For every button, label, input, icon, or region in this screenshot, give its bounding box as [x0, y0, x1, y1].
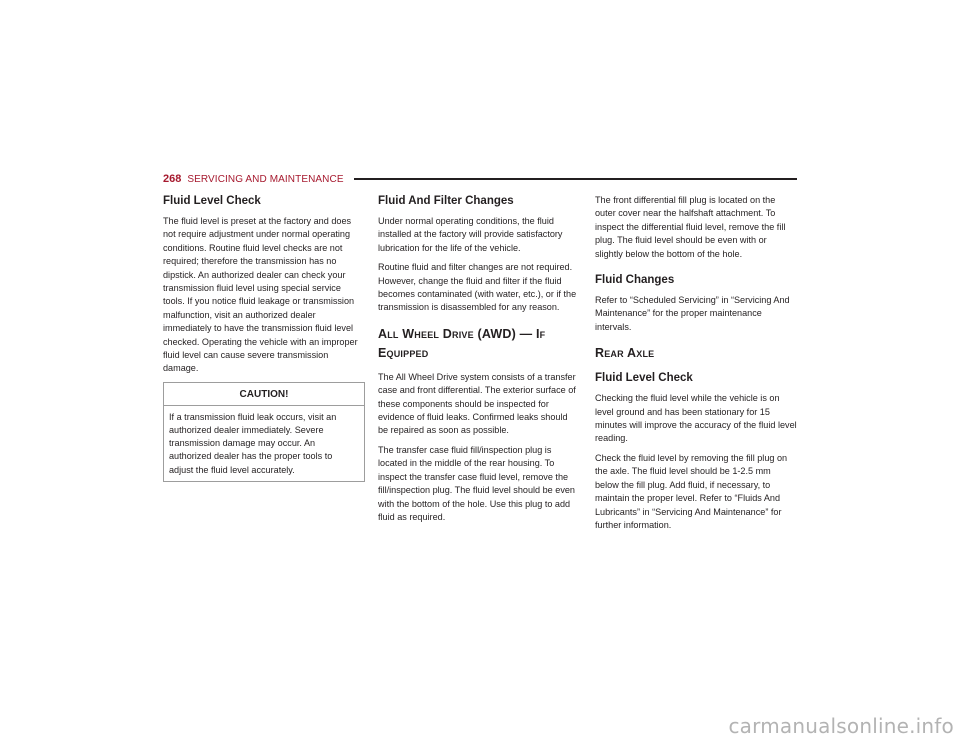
rear-axle-paragraph-2: Check the fluid level by removing the fill plug on the axle. The fluid level should be 1-2.5 mm below the fill plug. Add fluid, if necessary, to maintain the proper level. Refer to “Fluids And Lubricants” in “Servicing And Maintenance” for further information. [595, 452, 788, 530]
page-number: 268 [163, 173, 182, 185]
watermark: carmanualsonline.info [728, 714, 954, 738]
column-3 [595, 194, 797, 538]
awd-paragraph-1: The All Wheel Drive system consists of a transfer case and front differential. The exterior surface of these components should be inspected for evidence of fluid leaks. Confirmed leaks should be repaired as soon as possible. [378, 371, 576, 436]
fluid-filter-paragraph-2: Routine fluid and filter changes are not required. However, change the fluid and filter if the fluid becomes contaminated (with water, etc.), or if the transmission is disassembled for any reason. [378, 262, 577, 313]
awd-paragraph-2: The transfer case fluid fill/inspection plug is located in the middle of the rear housing. To inspect the transfer case fluid level, remove the fill/inspection plug. The fluid level should be even with the bottom of the hole. Use this plug to add fluid as required. [378, 444, 575, 522]
rear-axle-fluid-level-heading: Fluid Level Check [595, 372, 693, 385]
fluid-level-paragraph: The fluid level is preset at the factory and does not require adjustment under normal operating conditions. Routine fluid level checks are not required; therefore the transmission has no dipstick. An authorized dealer can check your transmission fluid level using special service tools. If you notice fluid leakage or transmission malfunction, visit an authorized dealer immediately to have the transmission fluid level checked. Operating the vehicle with an improper fluid level can cause severe transmission damage. [163, 216, 358, 374]
page-header [163, 172, 797, 186]
fluid-changes-heading: Fluid Changes [595, 274, 675, 287]
column-1 [163, 194, 365, 482]
fluid-filter-paragraph-1: Under normal operating conditions, the fluid installed at the factory will provide satisfactory lubrication for the life of the vehicle. [378, 216, 563, 253]
fluid-changes-paragraph: Refer to “Scheduled Servicing” in “Servicing And Maintenance” for the proper maintenance intervals. [595, 295, 790, 332]
front-differential-paragraph: The front differential fill plug is located on the outer cover near the halfshaft attachment. To inspect the differential fluid level, remove the fill plug. The fluid level should be even with or slightly below the bottom of the hole. [595, 195, 786, 259]
rear-axle-paragraph-1: Checking the fluid level while the vehicle is on level ground and has been stationary for 15 minutes will improve the accuracy of the fluid level reading. [595, 393, 797, 444]
caution-title: CAUTION! [164, 383, 364, 406]
column-2 [378, 194, 580, 530]
rear-axle-section-heading: Rear Axle [595, 346, 655, 361]
fluid-filter-changes-heading: Fluid And Filter Changes [378, 195, 514, 207]
caution-box [163, 382, 365, 482]
awd-section-heading: All Wheel Drive (AWD) — If Equipped [378, 326, 546, 360]
fluid-level-check-heading: Fluid Level Check [163, 195, 261, 207]
section-title: SERVICING AND MAINTENANCE [187, 173, 344, 185]
header-rule [354, 178, 797, 180]
caution-body: If a transmission fluid leak occurs, visit an authorized dealer immediately. Severe transmission damage may occur. An authorized dealer has the proper tools to adjust the fluid level accurately. [169, 411, 337, 475]
